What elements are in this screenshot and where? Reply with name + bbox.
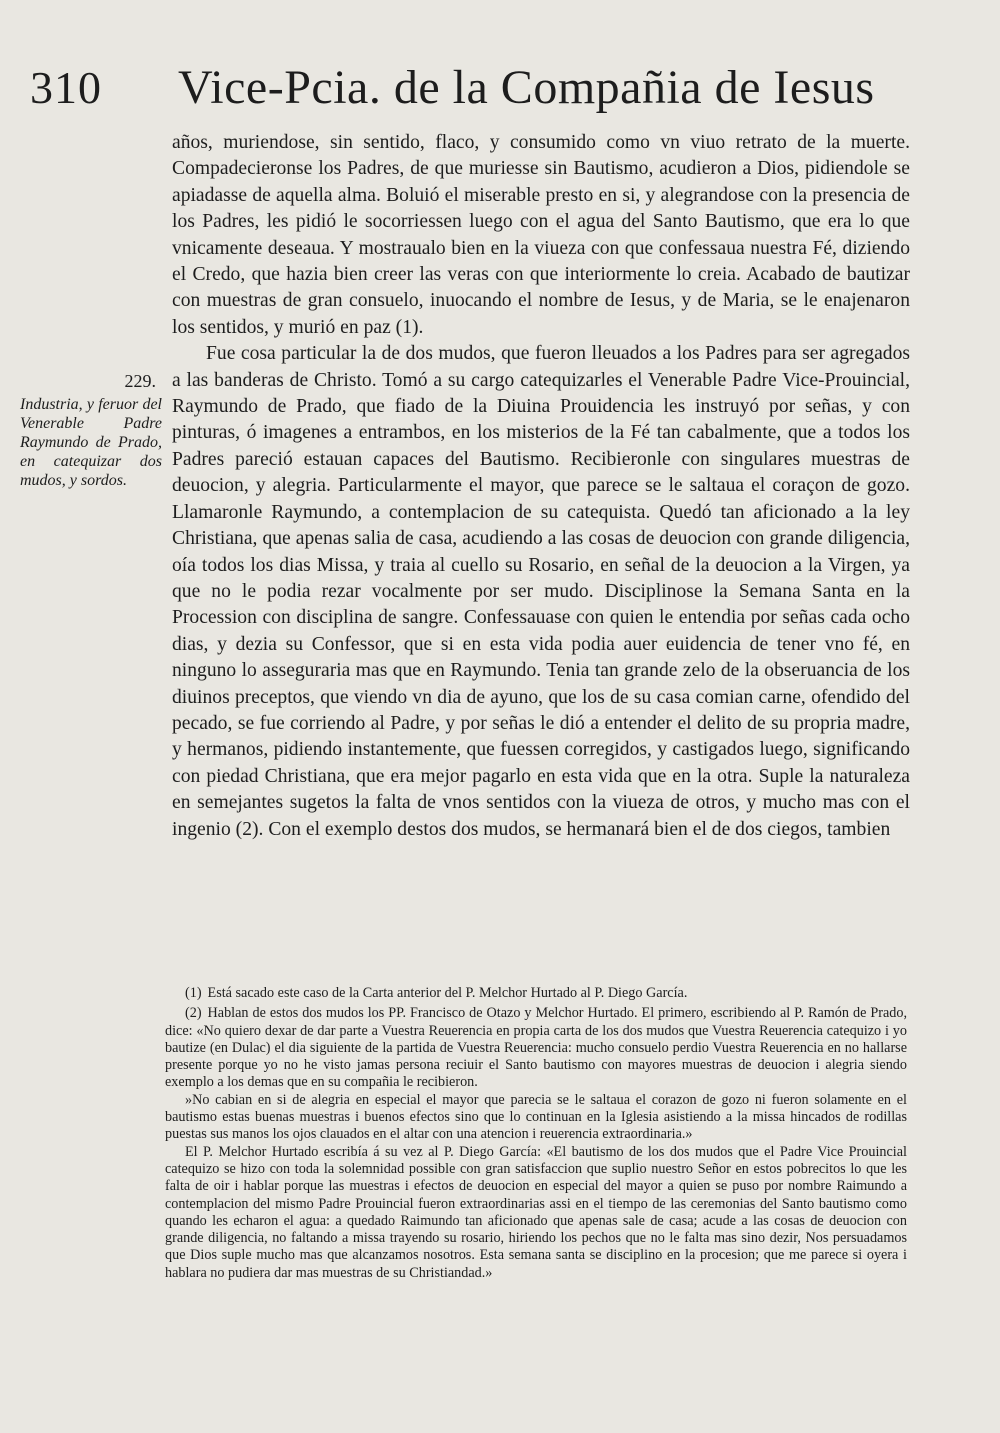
footnote-2-paragraph-3: El P. Melchor Hurtado escribía á su vez al P. Diego García: «El bautismo de los dos mudos que el Padre Vice Prouincial catequizo se hizo con toda la solemnidad possible con gran satisfaccion que suplio nuestro Señor en estos pobrecitos lo que les falta de oir i hablar porque las muestras i efectos de deuocion en especial del mayor a quien se puso por nombre Raimundo a contemplacion del mismo Padre Prouincial fueron extraordinarias assi en el tiempo de las ceremonias del Santo bautismo como quando les echaron el agua: a quedado Raimundo tan aficionado que apenas sale de casa; acude a las cosas de deuocion con grande diligencia, no faltando a missa trayendo su rosario, hiriendo los pechos que no le falta mas sino dezir, Nos persuadamos que Dios suple mucho mas que alcanzamos nosotros. Esta semana santa se disciplino en la procesion; que me parece si oyera i hablara no pudiera dar mas muestras de su Christiandad.» [165, 1143, 907, 1281]
footnote-2 [165, 1005, 907, 1091]
main-text [172, 130, 910, 843]
footnotes [165, 985, 907, 1282]
footnote-2-text: Hablan de estos dos mudos los PP. Francisco de Otazo y Melchor Hurtado. El primero, escribiendo al P. Ramón de Prado, dice: «No quiero dexar de dar parte a Vuestra Reuerencia en propia carta de los dos mudos que Vuestra Reuerencia catequizo i yo bautize (en Dulac) el dia siguiente de la partida de Vuestra Reuerencia: mucho consuelo perdio Vuestra Reuerencia en no hallarse presente porque yo no he visto jamas persona reciuir el Santo bautismo con mayores muestras de deuocion i alegria siendo exemplo a los demas que en su compañia le recibieron. [165, 1005, 907, 1091]
footnote-2-mark: (2) [185, 1005, 202, 1022]
page-number: 310 [30, 62, 102, 113]
paragraph-229: Fue cosa particular la de dos mudos, que fueron lleuados a los Padres para ser agregados a las banderas de Christo. Tomó a su cargo catequizarles el Venerable Padre Vice-Prouincial, Raymundo de Prado, que fiado de la Diuina Prouidencia les instruyó por señas, y con pinturas, ó imagenes a entrambos, en los misterios de la Fé tan cabalmente, que a todos los Padres pareció estauan capaces del Bautismo. Recibieronle con singulares muestras de deuocion, y alegria. Particularmente el mayor, que parece se le saltaua el coraçon de gozo. Llamaronle Raymundo, a contemplacion de su catequista. Quedó tan aficionado a la ley Christiana, que apenas salia de casa, acudiendo a las cosas de deuocion con grande diligencia, oía todos los dias Missa, y traia al cuello su Rosario, en señal de la deuocion a la Virgen, ya que no le podia rezar vocalmente por ser mudo. Disciplinose la Semana Santa en la Procession con disciplina de sangre. Confessauase con quien le entendia por señas cada ocho dias, y dezia su Confessor, que si en esta vida podia auer euidencia de tener vno fé, en ninguno lo asseguraria mas que en Raymundo. Tenia tan grande zelo de la obseruancia de los diuinos preceptos, que viendo vn dia de ayuno, que los de su casa comian carne, ofendido del pecado, se fue corriendo al Padre, y por señas le dió a entender el delito de su propria madre, y hermanos, pidiendo instantemente, que fuessen corregidos, y castigados luego, significando con piedad Christiana, que era mejor pagarlo en esta vida que en la otra. Suple la naturaleza en semejantes sugetos la falta de vnos sentidos con la viueza de otros, y mucho mas con el ingenio (2). Con el exemplo destos dos mudos, se hermanará bien el de dos ciegos, tambien [172, 343, 910, 840]
footnote-2-paragraph-2: »No cabian en si de alegria en especial el mayor que parecia se le saltaua el corazon de gozo ni fueron solamente en el bautismo estas buenas muestras i buenos efectos sino que lo continuan en la Iglesia asistiendo a la missa hincados de rodillas puestas sus manos los ojos clauados en el altar con una atencion i reuerencia extraordinaria.» [165, 1091, 907, 1143]
paragraph-continued: años, muriendose, sin sentido, flaco, y consumido como vn viuo retrato de la muerte. Compadecieronse los Padres, de que muriesse sin Bautismo, acudieron a Dios, pidiendole se apiadasse de aquella alma. Boluió el miserable presto en si, y alegrandose con la presencia de los Padres, les pidió le socorriessen luego con el agua del Santo Bautismo, que era lo que vnicamente deseaua. Y mostraualo bien en la viueza con que confessaua nuestra Fé, diziendo el Credo, que hazia bien creer las veras con que interiormente lo creia. Acabado de bautizar con muestras de gran consuelo, inuocando el nombre de Iesus, y de Maria, se le enajenaron los sentidos, y murió en paz (1). [172, 132, 910, 338]
margin-note-number: 229. [124, 371, 156, 391]
footnote-1-text: Está sacado este caso de la Carta anterior del P. Melchor Hurtado al P. Diego García. [207, 985, 688, 1001]
running-title: Vice-Pcia. de la Compañia de Iesus [178, 61, 875, 114]
footnote-1 [165, 985, 907, 1002]
margin-note-text: Industria, y feruor del Venerable Padre Raymundo de Prado, en catequizar dos mudos, y sordos. [20, 396, 162, 489]
footnote-1-mark: (1) [185, 985, 202, 1001]
margin-note [20, 372, 162, 490]
